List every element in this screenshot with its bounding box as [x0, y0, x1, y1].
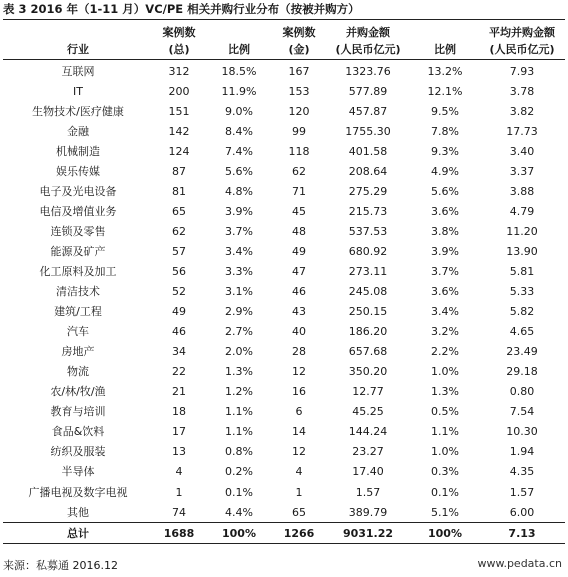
- header-ratio2-spacer: [411, 20, 479, 40]
- cell-amount: 17.40: [352, 465, 384, 479]
- cell-cases-total: 151: [168, 104, 190, 118]
- header-amount-unit: (人民币亿元): [325, 39, 411, 60]
- table-row: [3, 362, 565, 382]
- cell-ratio: 2.9%: [225, 305, 253, 319]
- cell-amount: 273.11: [348, 264, 388, 278]
- cell-avg-amount: 3.78: [509, 84, 535, 98]
- cell-avg-amount: 3.88: [509, 184, 535, 198]
- header-row-1: [3, 20, 565, 40]
- cell-ratio-2: 1.3%: [431, 385, 459, 399]
- cell-industry: 物流: [67, 365, 89, 379]
- header-ratio-2: 比例: [411, 39, 479, 60]
- cell-ratio-2: 3.7%: [431, 264, 459, 278]
- cell-cases-amount: 4: [295, 465, 303, 479]
- cell-cases-total: 52: [172, 285, 186, 299]
- cell-amount: 144.24: [348, 425, 388, 439]
- cell-cases-amount: 1: [295, 485, 303, 499]
- cell-ratio: 8.4%: [225, 124, 253, 138]
- cell-ratio-2: 3.8%: [431, 224, 459, 238]
- cell-ratio: 5.6%: [225, 164, 253, 178]
- cell-avg-amount: 29.18: [506, 365, 538, 379]
- cell-amount: 657.68: [348, 345, 388, 359]
- cell-amount: 208.64: [348, 164, 388, 178]
- cell-amount: 1.57: [355, 485, 381, 499]
- cell-ratio-2: 0.5%: [431, 405, 459, 419]
- cell-ratio: 1.2%: [225, 385, 253, 399]
- cell-avg-amount: 6.00: [509, 505, 535, 519]
- cell-cases-total: 56: [172, 264, 186, 278]
- cell-cases-total: 312: [168, 64, 190, 78]
- cell-cases-total: 34: [172, 345, 186, 359]
- cell-ratio: 18.5%: [221, 64, 257, 78]
- table-row: [3, 342, 565, 362]
- cell-cases-total: 18: [172, 405, 186, 419]
- cell-ratio-2: 0.1%: [431, 485, 459, 499]
- cell-avg-amount: 5.81: [509, 264, 535, 278]
- header-industry: 行业: [3, 39, 153, 60]
- cell-ratio-2: 3.4%: [431, 305, 459, 319]
- cell-ratio-2: 7.8%: [431, 124, 459, 138]
- cell-cases-amount: 153: [288, 84, 310, 98]
- cell-cases-amount: 40: [292, 325, 306, 339]
- cell-cases-total: 57: [172, 244, 186, 258]
- total-avg: 7.13: [479, 523, 565, 544]
- cell-cases-amount: 14: [292, 425, 306, 439]
- table-row: [3, 462, 565, 482]
- cell-avg-amount: 0.80: [509, 385, 535, 399]
- cell-ratio-2: 2.2%: [431, 345, 459, 359]
- cell-ratio: 9.0%: [225, 104, 253, 118]
- cell-industry: 电信及增值业务: [39, 204, 117, 218]
- total-ratio-2: 100%: [411, 523, 479, 544]
- cell-ratio-2: 13.2%: [427, 64, 463, 78]
- cell-ratio: 11.9%: [221, 84, 257, 98]
- cell-avg-amount: 1.57: [509, 485, 535, 499]
- cell-ratio: 3.4%: [225, 244, 253, 258]
- table-row: [3, 422, 565, 442]
- cell-cases-amount: 48: [292, 224, 306, 238]
- cell-ratio: 3.1%: [225, 285, 253, 299]
- cell-industry: 教育与培训: [50, 405, 106, 419]
- cell-industry: 化工原料及加工: [39, 264, 117, 278]
- header-amount: 并购金额: [325, 20, 411, 40]
- cell-ratio-2: 1.0%: [431, 445, 459, 459]
- cell-ratio-2: 1.1%: [431, 425, 459, 439]
- cell-ratio-2: 3.9%: [431, 244, 459, 258]
- table-row: [3, 101, 565, 121]
- cell-avg-amount: 10.30: [506, 425, 538, 439]
- cell-ratio: 2.7%: [225, 325, 253, 339]
- cell-ratio: 0.2%: [225, 465, 253, 479]
- cell-cases-amount: 118: [288, 144, 310, 158]
- header-cases-amount-sub: (金): [273, 39, 325, 60]
- cell-amount: 457.87: [348, 104, 388, 118]
- cell-amount: 537.53: [348, 224, 388, 238]
- cell-ratio: 1.1%: [225, 405, 253, 419]
- cell-avg-amount: 7.54: [509, 405, 535, 419]
- cell-amount: 215.73: [348, 204, 388, 218]
- cell-avg-amount: 5.33: [509, 285, 535, 299]
- cell-industry: 广播电视及数字电视: [28, 485, 128, 499]
- cell-industry: 机械制造: [56, 144, 100, 158]
- header-avg-unit: (人民币亿元): [479, 39, 565, 60]
- cell-cases-total: 17: [172, 425, 186, 439]
- cell-cases-total: 65: [172, 204, 186, 218]
- cell-cases-amount: 46: [292, 285, 306, 299]
- table-row: [3, 261, 565, 281]
- cell-cases-amount: 16: [292, 385, 306, 399]
- cell-avg-amount: 4.35: [509, 465, 535, 479]
- cell-industry: 食品&饮料: [51, 425, 105, 439]
- cell-cases-amount: 28: [292, 345, 306, 359]
- cell-cases-total: 62: [172, 224, 186, 238]
- cell-ratio: 7.4%: [225, 144, 253, 158]
- cell-cases-total: 87: [172, 164, 186, 178]
- cell-ratio: 3.3%: [225, 264, 253, 278]
- cell-ratio-2: 4.9%: [431, 164, 459, 178]
- cell-ratio-2: 12.1%: [427, 84, 463, 98]
- cell-ratio-2: 9.3%: [431, 144, 459, 158]
- cell-amount: 1323.76: [345, 64, 391, 78]
- table-row: [3, 322, 565, 342]
- table-row: [3, 60, 565, 82]
- total-row: [3, 523, 565, 544]
- table-body: [3, 60, 565, 523]
- total-label: 总计: [3, 523, 153, 544]
- cell-ratio: 4.8%: [225, 184, 253, 198]
- header-industry-spacer: [3, 20, 153, 40]
- header-cases-total: 案例数: [153, 20, 205, 40]
- table-row: [3, 201, 565, 221]
- cell-ratio: 0.1%: [225, 485, 253, 499]
- cell-ratio-2: 5.1%: [431, 505, 459, 519]
- cell-cases-amount: 167: [288, 64, 310, 78]
- table-row: [3, 502, 565, 523]
- cell-avg-amount: 11.20: [506, 224, 538, 238]
- cell-avg-amount: 5.82: [509, 305, 535, 319]
- cell-amount: 275.29: [348, 184, 388, 198]
- total-amount: 9031.22: [325, 523, 411, 544]
- table-row: [3, 181, 565, 201]
- cell-industry: 房地产: [61, 345, 95, 359]
- cell-avg-amount: 4.65: [509, 325, 535, 339]
- cell-amount: 350.20: [348, 365, 388, 379]
- header-ratio-spacer: [205, 20, 273, 40]
- cell-cases-amount: 62: [292, 164, 306, 178]
- cell-amount: 250.15: [348, 305, 388, 319]
- table-row: [3, 282, 565, 302]
- cell-cases-amount: 47: [292, 264, 306, 278]
- cell-industry: 能源及矿产: [50, 244, 106, 258]
- cell-industry: 半导体: [61, 465, 95, 479]
- cell-avg-amount: 4.79: [509, 204, 535, 218]
- cell-amount: 680.92: [348, 244, 388, 258]
- cell-cases-total: 74: [172, 505, 186, 519]
- cell-industry: 农/林/牧/渔: [50, 385, 106, 399]
- cell-cases-total: 4: [175, 465, 183, 479]
- cell-ratio: 2.0%: [225, 345, 253, 359]
- cell-amount: 401.58: [348, 144, 388, 158]
- table-row: [3, 241, 565, 261]
- cell-amount: 577.89: [348, 84, 388, 98]
- cell-industry: 娱乐传媒: [56, 164, 100, 178]
- total-ratio: 100%: [205, 523, 273, 544]
- cell-ratio: 3.9%: [225, 204, 253, 218]
- cell-ratio: 0.8%: [225, 445, 253, 459]
- cell-cases-amount: 12: [292, 365, 306, 379]
- cell-amount: 389.79: [348, 505, 388, 519]
- cell-industry: 金融: [67, 124, 89, 138]
- table-row: [3, 402, 565, 422]
- cell-industry: 纺织及服装: [50, 445, 106, 459]
- cell-avg-amount: 3.37: [509, 164, 535, 178]
- cell-avg-amount: 3.40: [509, 144, 535, 158]
- cell-industry: 互联网: [61, 64, 95, 78]
- cell-ratio-2: 5.6%: [431, 184, 459, 198]
- cell-industry: IT: [73, 84, 83, 98]
- cell-industry: 电子及光电设备: [39, 184, 117, 198]
- cell-ratio-2: 3.6%: [431, 204, 459, 218]
- cell-avg-amount: 7.93: [509, 64, 535, 78]
- table-row: [3, 121, 565, 141]
- cell-cases-amount: 6: [295, 405, 303, 419]
- cell-industry: 生物技术/医疗健康: [32, 104, 124, 118]
- cell-amount: 23.27: [352, 445, 384, 459]
- table-row: [3, 442, 565, 462]
- cell-cases-total: 81: [172, 184, 186, 198]
- cell-ratio-2: 9.5%: [431, 104, 459, 118]
- cell-cases-total: 124: [168, 144, 190, 158]
- cell-cases-total: 1: [175, 485, 183, 499]
- cell-cases-total: 13: [172, 445, 186, 459]
- table-row: [3, 221, 565, 241]
- cell-cases-total: 200: [168, 84, 190, 98]
- table-title: 表 3 2016 年（1-11 月）VC/PE 相关并购行业分布（按被并购方）: [3, 2, 360, 16]
- cell-cases-total: 142: [168, 124, 190, 138]
- table-row: [3, 382, 565, 402]
- cell-avg-amount: 17.73: [506, 124, 538, 138]
- header-row-2: [3, 39, 565, 60]
- cell-ratio-2: 1.0%: [431, 365, 459, 379]
- cell-industry: 连锁及零售: [50, 224, 106, 238]
- cell-cases-amount: 43: [292, 305, 306, 319]
- cell-avg-amount: 13.90: [506, 244, 538, 258]
- cell-cases-total: 21: [172, 385, 186, 399]
- cell-industry: 汽车: [67, 325, 89, 339]
- cell-amount: 12.77: [352, 385, 384, 399]
- header-cases-amount: 案例数: [273, 20, 325, 40]
- cell-cases-amount: 65: [292, 505, 306, 519]
- table-row: [3, 161, 565, 181]
- header-cases-total-sub: (总): [153, 39, 205, 60]
- cell-cases-amount: 99: [292, 124, 306, 138]
- cell-amount: 186.20: [348, 325, 388, 339]
- table-row: [3, 302, 565, 322]
- header-ratio: 比例: [205, 39, 273, 60]
- total-cases: 1688: [153, 523, 205, 544]
- cell-ratio: 3.7%: [225, 224, 253, 238]
- cell-avg-amount: 23.49: [506, 345, 538, 359]
- cell-cases-total: 22: [172, 365, 186, 379]
- cell-ratio-2: 0.3%: [431, 465, 459, 479]
- cell-ratio: 4.4%: [225, 505, 253, 519]
- source-note: 来源：私募通 2016.12: [3, 559, 118, 572]
- cell-avg-amount: 1.94: [509, 445, 535, 459]
- cell-industry: 其他: [67, 505, 89, 519]
- cell-amount: 245.08: [348, 285, 388, 299]
- cell-cases-amount: 71: [292, 184, 306, 198]
- cell-cases-total: 49: [172, 305, 186, 319]
- cell-avg-amount: 3.82: [509, 104, 535, 118]
- cell-cases-total: 46: [172, 325, 186, 339]
- cell-amount: 45.25: [352, 405, 384, 419]
- cell-cases-amount: 120: [288, 104, 310, 118]
- table-row: [3, 141, 565, 161]
- cell-cases-amount: 49: [292, 244, 306, 258]
- cell-cases-amount: 12: [292, 445, 306, 459]
- table-row: [3, 482, 565, 502]
- cell-ratio-2: 3.2%: [431, 325, 459, 339]
- table-row: [3, 81, 565, 101]
- cell-cases-amount: 45: [292, 204, 306, 218]
- website-watermark: www.pedata.cn: [477, 557, 562, 570]
- cell-industry: 建筑/工程: [54, 305, 102, 319]
- cell-industry: 清洁技术: [56, 285, 100, 299]
- cell-amount: 1755.30: [345, 124, 391, 138]
- header-avg-amount: 平均并购金额: [479, 20, 565, 40]
- cell-ratio: 1.1%: [225, 425, 253, 439]
- industry-distribution-table: [3, 19, 565, 544]
- cell-ratio-2: 3.6%: [431, 285, 459, 299]
- cell-ratio: 1.3%: [225, 365, 253, 379]
- total-cases-amount: 1266: [273, 523, 325, 544]
